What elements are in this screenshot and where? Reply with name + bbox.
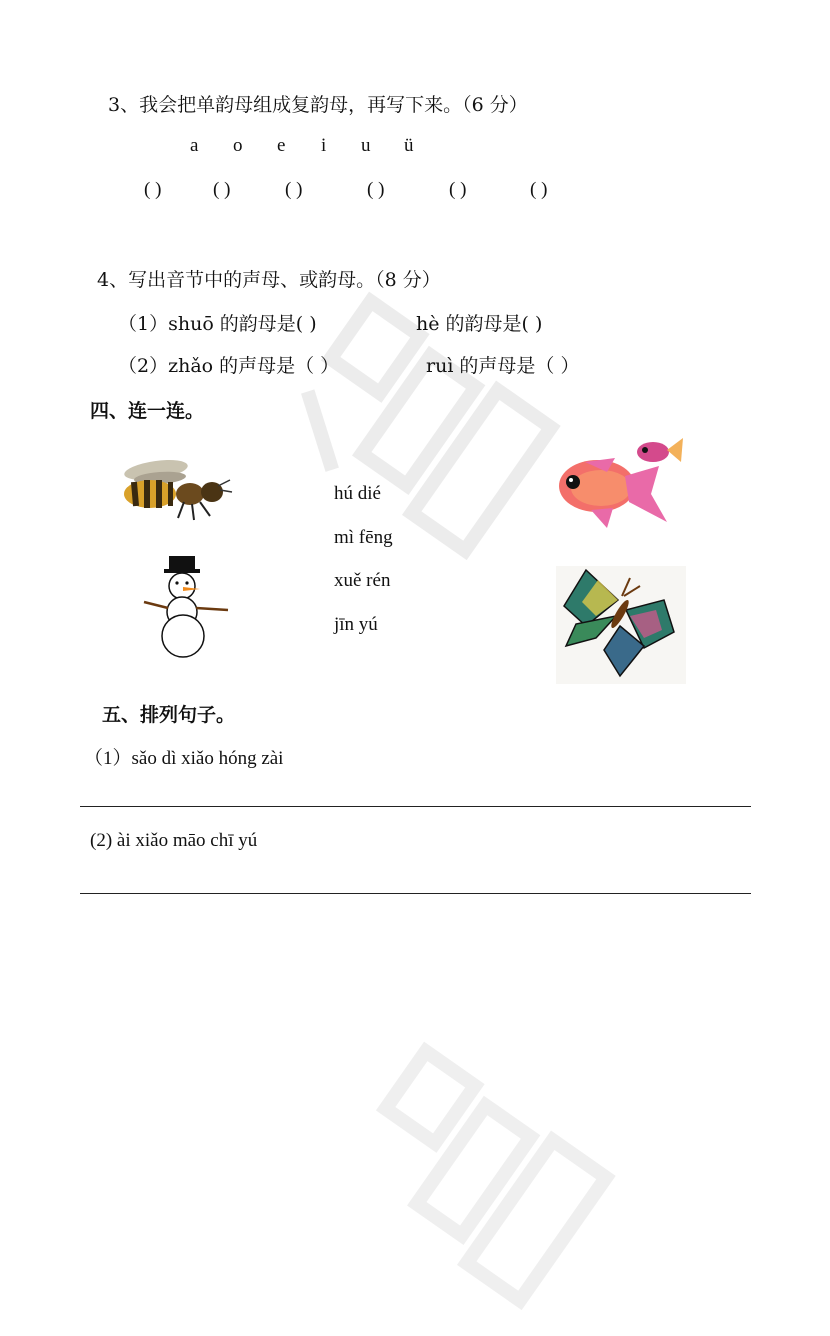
answer-blank[interactable]: ( ) <box>449 179 467 200</box>
bee-icon <box>118 458 236 522</box>
vowel: a <box>190 135 199 156</box>
q4-line1-left: （1）shuō 的韵母是( ) <box>118 313 317 335</box>
vowel: o <box>233 135 243 156</box>
watermark <box>306 1024 634 1336</box>
answer-line[interactable] <box>80 806 751 807</box>
vowel: e <box>277 135 286 156</box>
match-pinyin: jīn yú <box>334 614 378 635</box>
goldfish-icon <box>555 436 685 534</box>
answer-blank[interactable]: ( ) <box>213 179 231 200</box>
q4-line2-right: ruì 的声母是（ ） <box>426 355 580 377</box>
match-pinyin: hú dié <box>334 483 381 504</box>
answer-blank[interactable]: ( ) <box>367 179 385 200</box>
q4-line1-right: hè 的韵母是( ) <box>416 313 543 335</box>
section5-title: 五、排列句子。 <box>102 704 236 726</box>
sentence-1-words: （1）sǎo dì xiǎo hóng zài <box>84 748 284 769</box>
section4-title: 四、连一连。 <box>90 400 205 422</box>
answer-blank[interactable]: ( ) <box>285 179 303 200</box>
snowman-icon <box>140 556 232 658</box>
vowel: u <box>361 135 371 156</box>
sentence-2-words: (2) ài xiǎo māo chī yú <box>90 830 258 851</box>
answer-line[interactable] <box>80 893 751 894</box>
answer-blank[interactable]: ( ) <box>530 179 548 200</box>
q4-title: 4、写出音节中的声母、或韵母。（8 分） <box>97 269 441 291</box>
answer-blank[interactable]: ( ) <box>144 179 162 200</box>
match-pinyin: xuě rén <box>334 570 391 591</box>
butterfly-icon <box>556 566 686 684</box>
vowel: ü <box>404 135 414 156</box>
q3-title: 3、我会把单韵母组成复韵母，再写下来。（6 分） <box>108 94 528 116</box>
vowel: i <box>321 135 327 156</box>
match-pinyin: mì fēng <box>334 527 393 548</box>
q4-line2-left: （2）zhǎo 的声母是（ ） <box>118 355 340 377</box>
